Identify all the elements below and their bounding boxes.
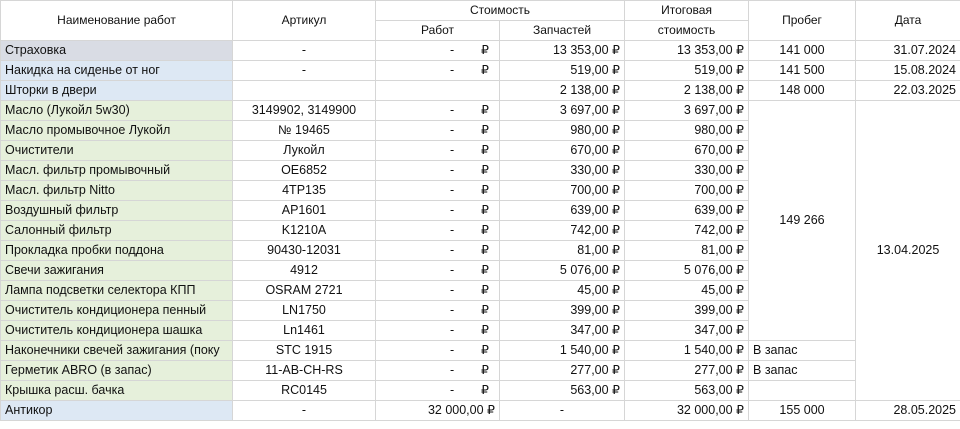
cell-article[interactable]: - [233, 61, 376, 81]
work-value: - [450, 143, 455, 157]
work-currency: ₽ [481, 203, 489, 217]
cell-article[interactable]: - [233, 401, 376, 421]
cell-name[interactable]: Лампа подсветки селектора КПП [1, 281, 233, 301]
work-value: - [450, 163, 455, 177]
cell-article[interactable]: 3149902, 3149900 [233, 101, 376, 121]
cell-work[interactable] [376, 261, 500, 281]
cell-article[interactable]: № 19465 [233, 121, 376, 141]
work-value: - [450, 383, 455, 397]
work-currency: ₽ [481, 323, 489, 337]
cell-parts[interactable]: 2 138,00 ₽ [500, 81, 625, 101]
cell-work[interactable] [376, 381, 500, 401]
cell-parts[interactable]: 347,00 ₽ [500, 321, 625, 341]
cell-article[interactable]: Ln1461 [233, 321, 376, 341]
cell-parts[interactable]: 519,00 ₽ [500, 61, 625, 81]
cell-group-date[interactable]: 13.04.2025 [856, 101, 960, 401]
cell-name[interactable]: Масло (Лукойл 5w30) [1, 101, 233, 121]
cell-article[interactable]: RC0145 [233, 381, 376, 401]
cell-parts[interactable]: 563,00 ₽ [500, 381, 625, 401]
cell-date[interactable]: 31.07.2024 [856, 41, 960, 61]
cell-mileage[interactable] [749, 381, 856, 401]
cell-name[interactable]: Очиститель кондиционера шашка [1, 321, 233, 341]
cell-article[interactable]: K1210A [233, 221, 376, 241]
cell-parts[interactable]: 1 540,00 ₽ [500, 341, 625, 361]
header-date[interactable]: Дата [856, 1, 960, 41]
cell-work[interactable] [376, 41, 500, 61]
cell-total[interactable]: 277,00 ₽ [625, 361, 749, 381]
cell-parts[interactable]: 13 353,00 ₽ [500, 41, 625, 61]
work-currency: ₽ [481, 363, 489, 377]
work-value: - [450, 223, 455, 237]
cell-total[interactable]: 670,00 ₽ [625, 141, 749, 161]
cell-total[interactable]: 3 697,00 ₽ [625, 101, 749, 121]
cell-name[interactable]: Масло промывочное Лукойл [1, 121, 233, 141]
cell-article[interactable]: 4912 [233, 261, 376, 281]
cell-total[interactable]: 742,00 ₽ [625, 221, 749, 241]
cell-total[interactable]: 5 076,00 ₽ [625, 261, 749, 281]
cell-work[interactable] [376, 221, 500, 241]
cell-total[interactable]: 32 000,00 ₽ [625, 401, 749, 421]
cell-work[interactable] [376, 281, 500, 301]
cell-work[interactable] [376, 341, 500, 361]
table-row [1, 401, 960, 421]
cell-date[interactable]: 22.03.2025 [856, 81, 960, 101]
work-value: - [450, 303, 455, 317]
table-row [1, 61, 960, 81]
cell-total[interactable]: 980,00 ₽ [625, 121, 749, 141]
work-value: - [450, 203, 455, 217]
header-cost[interactable]: Стоимость [376, 1, 625, 21]
cell-total[interactable]: 13 353,00 ₽ [625, 41, 749, 61]
cell-work[interactable] [376, 61, 500, 81]
cell-mileage[interactable]: 155 000 [749, 401, 856, 421]
cell-work[interactable] [376, 141, 500, 161]
header-name[interactable]: Наименование работ [1, 1, 233, 41]
cell-mileage[interactable]: В запас [749, 341, 856, 361]
table-row [1, 381, 960, 401]
cell-group-mileage[interactable]: 149 266 [749, 101, 856, 341]
work-value: - [450, 43, 455, 57]
work-currency: ₽ [481, 163, 489, 177]
cell-work[interactable] [376, 181, 500, 201]
cell-work[interactable] [376, 121, 500, 141]
cell-article[interactable]: AP1601 [233, 201, 376, 221]
cell-mileage[interactable]: 148 000 [749, 81, 856, 101]
table-row [1, 361, 960, 381]
cell-work[interactable] [376, 161, 500, 181]
work-currency: ₽ [481, 223, 489, 237]
cell-name[interactable]: Свечи зажигания [1, 261, 233, 281]
work-currency: ₽ [481, 123, 489, 137]
cell-article[interactable]: 90430-12031 [233, 241, 376, 261]
work-currency: ₽ [481, 303, 489, 317]
work-currency: ₽ [481, 183, 489, 197]
work-currency: ₽ [481, 143, 489, 157]
work-value: - [450, 263, 455, 277]
work-value: - [450, 103, 455, 117]
cell-total[interactable]: 700,00 ₽ [625, 181, 749, 201]
cell-name[interactable]: Салонный фильтр [1, 221, 233, 241]
work-value: - [450, 243, 455, 257]
table-row [1, 101, 960, 121]
cell-total[interactable]: 347,00 ₽ [625, 321, 749, 341]
cell-name[interactable]: Очистители [1, 141, 233, 161]
work-currency: ₽ [481, 43, 489, 57]
cell-article[interactable]: OSRAM 2721 [233, 281, 376, 301]
cell-total[interactable]: 81,00 ₽ [625, 241, 749, 261]
cell-parts[interactable]: 639,00 ₽ [500, 201, 625, 221]
cell-name[interactable]: Антикор [1, 401, 233, 421]
header-article[interactable]: Артикул [233, 1, 376, 41]
cell-parts[interactable]: 277,00 ₽ [500, 361, 625, 381]
cell-total[interactable]: 563,00 ₽ [625, 381, 749, 401]
cell-article[interactable] [233, 81, 376, 101]
cell-parts[interactable]: 742,00 ₽ [500, 221, 625, 241]
cell-article[interactable]: 4TP135 [233, 181, 376, 201]
cell-article[interactable]: OE6852 [233, 161, 376, 181]
cell-mileage[interactable]: 141 000 [749, 41, 856, 61]
cell-article[interactable]: LN1750 [233, 301, 376, 321]
cell-total[interactable]: 2 138,00 ₽ [625, 81, 749, 101]
cell-parts[interactable]: 3 697,00 ₽ [500, 101, 625, 121]
work-value: - [450, 63, 455, 77]
table-row [1, 81, 960, 101]
cell-work[interactable] [376, 241, 500, 261]
cell-mileage[interactable]: 141 500 [749, 61, 856, 81]
cell-total[interactable]: 45,00 ₽ [625, 281, 749, 301]
work-currency: ₽ [481, 103, 489, 117]
cell-work[interactable]: 32 000,00 ₽ [376, 401, 500, 421]
cell-name[interactable]: Крышка расш. бачка [1, 381, 233, 401]
cell-parts[interactable]: - [500, 401, 625, 421]
cell-article[interactable]: 11-AB-CH-RS [233, 361, 376, 381]
cell-article[interactable]: - [233, 41, 376, 61]
cell-work[interactable] [376, 321, 500, 341]
cell-parts[interactable]: 700,00 ₽ [500, 181, 625, 201]
cell-parts[interactable]: 45,00 ₽ [500, 281, 625, 301]
work-currency: ₽ [481, 243, 489, 257]
cell-name[interactable]: Прокладка пробки поддона [1, 241, 233, 261]
cell-parts[interactable]: 399,00 ₽ [500, 301, 625, 321]
work-value: - [450, 283, 455, 297]
table-row [1, 41, 960, 61]
header-total-line1[interactable]: Итоговая [625, 1, 749, 21]
work-value: - [450, 343, 455, 357]
cell-name[interactable]: Масл. фильтр Nitto [1, 181, 233, 201]
cell-name[interactable]: Шторки в двери [1, 81, 233, 101]
cell-total[interactable]: 519,00 ₽ [625, 61, 749, 81]
cell-total[interactable]: 399,00 ₽ [625, 301, 749, 321]
work-value: - [450, 183, 455, 197]
cell-article[interactable]: Лукойл [233, 141, 376, 161]
work-value: - [450, 363, 455, 377]
table-row [1, 341, 960, 361]
cell-work[interactable] [376, 101, 500, 121]
work-value: - [450, 323, 455, 337]
cell-parts[interactable]: 330,00 ₽ [500, 161, 625, 181]
cell-work[interactable] [376, 301, 500, 321]
header-total-line2[interactable]: стоимость [625, 21, 749, 41]
cell-work[interactable] [376, 201, 500, 221]
work-currency: ₽ [481, 63, 489, 77]
cell-date[interactable]: 28.05.2025 [856, 401, 960, 421]
cell-total[interactable]: 1 540,00 ₽ [625, 341, 749, 361]
cell-parts[interactable]: 670,00 ₽ [500, 141, 625, 161]
cell-name[interactable]: Страховка [1, 41, 233, 61]
work-currency: ₽ [481, 263, 489, 277]
cell-article[interactable]: STC 1915 [233, 341, 376, 361]
cell-total[interactable]: 330,00 ₽ [625, 161, 749, 181]
cell-work[interactable] [376, 361, 500, 381]
cell-name[interactable]: Наконечники свечей зажигания (поку [1, 341, 233, 361]
cell-date[interactable]: 15.08.2024 [856, 61, 960, 81]
cell-parts[interactable]: 81,00 ₽ [500, 241, 625, 261]
work-currency: ₽ [481, 283, 489, 297]
work-currency: ₽ [481, 343, 489, 357]
header-mileage[interactable]: Пробег [749, 1, 856, 41]
cell-name[interactable]: Воздушный фильтр [1, 201, 233, 221]
header-work[interactable]: Работ [376, 21, 500, 41]
work-value: - [450, 123, 455, 137]
cell-name[interactable]: Очиститель кондиционера пенный [1, 301, 233, 321]
cell-parts[interactable]: 5 076,00 ₽ [500, 261, 625, 281]
cell-mileage[interactable]: В запас [749, 361, 856, 381]
cell-work[interactable] [376, 81, 500, 101]
cell-name[interactable]: Герметик ABRO (в запас) [1, 361, 233, 381]
cell-name[interactable]: Масл. фильтр промывочный [1, 161, 233, 181]
work-currency: ₽ [481, 383, 489, 397]
cell-name[interactable]: Накидка на сиденье от ног [1, 61, 233, 81]
cell-parts[interactable]: 980,00 ₽ [500, 121, 625, 141]
cell-total[interactable]: 639,00 ₽ [625, 201, 749, 221]
header-parts[interactable]: Запчастей [500, 21, 625, 41]
